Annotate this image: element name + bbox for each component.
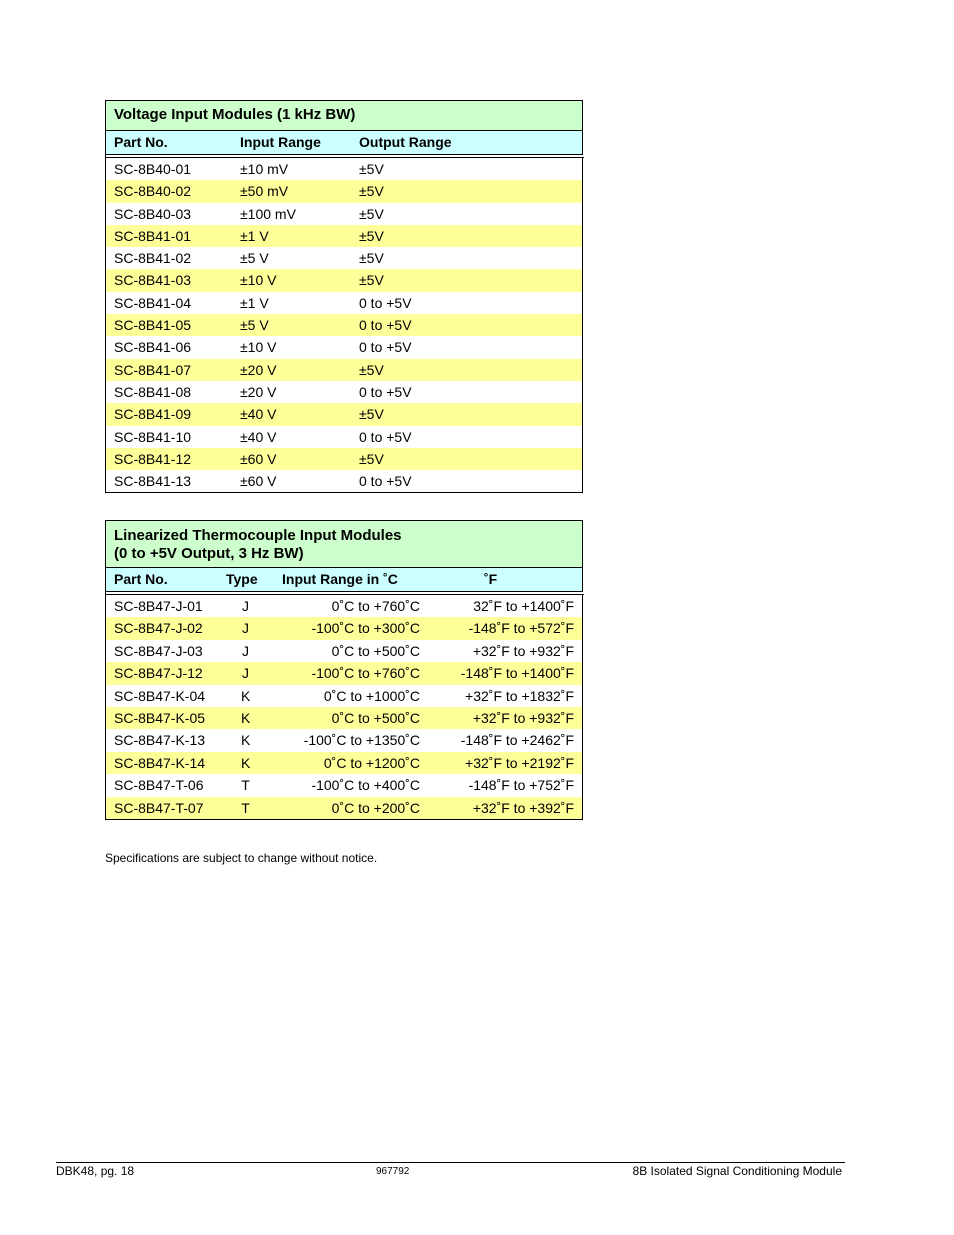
- table-cell: -100˚C to +400˚C: [311, 777, 420, 794]
- voltage-table-title: [106, 101, 582, 131]
- table-row: [106, 247, 582, 269]
- thermo-table-body: [106, 595, 582, 819]
- table-cell: ±20 V: [240, 383, 277, 400]
- table-cell: SC-8B41-07: [114, 361, 192, 378]
- table-row: [106, 314, 582, 336]
- table-cell: 0˚C to +500˚C: [331, 709, 420, 726]
- voltage-table-title-text: Voltage Input Modules (1 kHz BW): [114, 106, 356, 123]
- table-cell: +32˚F to +2192˚F: [465, 754, 574, 771]
- table-row: [106, 752, 582, 774]
- table-cell: ±5V: [359, 272, 384, 289]
- table-cell: K: [241, 754, 251, 771]
- table-cell: 0 to +5V: [359, 428, 412, 445]
- table-cell: ±50 mV: [240, 183, 289, 200]
- voltage-input-table: [105, 100, 583, 493]
- table-cell: ±40 V: [240, 406, 277, 423]
- table-cell: J: [242, 598, 249, 614]
- table-row: [106, 774, 582, 796]
- table-row: [106, 448, 582, 470]
- table-cell: SC-8B41-03: [114, 272, 192, 289]
- table-cell: +32˚F to +932˚F: [472, 642, 574, 659]
- table-cell: J: [242, 642, 249, 659]
- table-row: [106, 640, 582, 662]
- table-cell: K: [241, 687, 251, 704]
- table-cell: -148˚F to +752˚F: [468, 777, 574, 794]
- table-cell: SC-8B41-13: [114, 473, 192, 490]
- table-row: [106, 203, 582, 225]
- table-row: [106, 662, 582, 684]
- table-row: [106, 729, 582, 751]
- table-row: [106, 403, 582, 425]
- table-row: [106, 336, 582, 358]
- footer-doc-number: 967792: [376, 1166, 410, 1177]
- table-cell: SC-8B40-01: [114, 161, 192, 177]
- thermo-table-title-line2: (0 to +5V Output, 3 Hz BW): [114, 545, 304, 562]
- table-cell: +32˚F to +932˚F: [472, 709, 574, 726]
- table-cell: J: [242, 665, 249, 682]
- footer-doc-title: 8B Isolated Signal Conditioning Module: [632, 1164, 842, 1178]
- thermo-table-header: [106, 568, 582, 592]
- table-row: [106, 158, 582, 180]
- table-row: [106, 381, 582, 403]
- table-cell: ±60 V: [240, 473, 277, 490]
- table-cell: ±1 V: [240, 227, 269, 244]
- header-part-no: Part No.: [114, 571, 168, 587]
- table-row: [106, 269, 582, 291]
- table-cell: ±60 V: [240, 450, 277, 467]
- thermo-table-title-line1: Linearized Thermocouple Input Modules: [114, 527, 402, 544]
- table-cell: K: [241, 709, 251, 726]
- voltage-table-body: [106, 158, 582, 492]
- table-cell: SC-8B47-K-04: [114, 687, 206, 704]
- table-cell: ±10 V: [240, 272, 277, 289]
- table-cell: ±5V: [359, 227, 384, 244]
- table-row: [106, 685, 582, 707]
- table-row: [106, 426, 582, 448]
- table-cell: SC-8B41-09: [114, 406, 192, 423]
- table-row: [106, 707, 582, 729]
- table-cell: 0˚C to +760˚C: [331, 598, 420, 614]
- table-cell: SC-8B47-J-12: [114, 665, 203, 682]
- table-cell: ±5V: [359, 183, 384, 200]
- header-input-range-c: Input Range in ˚C: [282, 571, 398, 587]
- table-cell: 0˚C to +500˚C: [331, 642, 420, 659]
- table-cell: ±40 V: [240, 428, 277, 445]
- table-cell: 0 to +5V: [359, 294, 412, 311]
- table-cell: 0 to +5V: [359, 339, 412, 356]
- table-cell: ±20 V: [240, 361, 277, 378]
- header-input-range: Input Range: [240, 134, 321, 150]
- table-cell: SC-8B41-10: [114, 428, 192, 445]
- table-cell: 0 to +5V: [359, 317, 412, 334]
- table-cell: 0˚C to +1000˚C: [323, 687, 420, 704]
- table-cell: SC-8B40-02: [114, 183, 192, 200]
- table-cell: SC-8B41-08: [114, 383, 192, 400]
- table-cell: ±5V: [359, 450, 384, 467]
- table-cell: SC-8B47-J-02: [114, 620, 203, 637]
- table-cell: SC-8B41-05: [114, 317, 192, 334]
- table-cell: T: [241, 777, 250, 794]
- table-cell: ±5 V: [240, 317, 269, 334]
- header-output-range: Output Range: [359, 134, 452, 150]
- table-row: [106, 292, 582, 314]
- table-cell: SC-8B47-J-01: [114, 598, 203, 614]
- table-cell: SC-8B47-K-05: [114, 709, 206, 726]
- table-cell: SC-8B47-K-14: [114, 754, 206, 771]
- table-cell: 0 to +5V: [359, 473, 412, 490]
- thermo-table-title: [106, 521, 582, 568]
- table-cell: +32˚F to +392˚F: [472, 799, 574, 816]
- table-row: [106, 617, 582, 639]
- table-cell: SC-8B41-01: [114, 227, 192, 244]
- header-part-no: Part No.: [114, 134, 168, 150]
- voltage-table-header: [106, 131, 582, 155]
- table-row: [106, 225, 582, 247]
- table-cell: 32˚F to +1400˚F: [473, 598, 574, 614]
- table-cell: -100˚C to +300˚C: [311, 620, 420, 637]
- table-cell: +32˚F to +1832˚F: [465, 687, 574, 704]
- table-cell: -100˚C to +760˚C: [311, 665, 420, 682]
- table-cell: SC-8B40-03: [114, 205, 192, 222]
- table-cell: ±5V: [359, 205, 384, 222]
- table-cell: ±5V: [359, 161, 384, 177]
- table-cell: 0 to +5V: [359, 383, 412, 400]
- table-cell: SC-8B41-06: [114, 339, 192, 356]
- table-row: [106, 180, 582, 202]
- table-cell: -148˚F to +1400˚F: [460, 665, 574, 682]
- table-cell: ±5V: [359, 361, 384, 378]
- table-cell: ±1 V: [240, 294, 269, 311]
- table-cell: -148˚F to +2462˚F: [460, 732, 574, 749]
- table-cell: 0˚C to +200˚C: [331, 799, 420, 816]
- table-cell: -100˚C to +1350˚C: [303, 732, 420, 749]
- table-cell: -148˚F to +572˚F: [468, 620, 574, 637]
- footer-rule: [56, 1162, 845, 1163]
- table-cell: SC-8B41-04: [114, 294, 192, 311]
- table-row: [106, 797, 582, 819]
- table-cell: K: [241, 732, 251, 749]
- table-cell: SC-8B47-K-13: [114, 732, 206, 749]
- table-cell: ±10 mV: [240, 161, 289, 177]
- table-cell: ±5V: [359, 250, 384, 267]
- table-cell: SC-8B47-T-07: [114, 799, 204, 816]
- table-cell: ±5V: [359, 406, 384, 423]
- thermocouple-input-table: [105, 520, 583, 820]
- table-cell: T: [241, 799, 250, 816]
- table-row: [106, 595, 582, 617]
- header-type: Type: [226, 571, 258, 587]
- table-cell: J: [242, 620, 249, 637]
- table-cell: ±100 mV: [240, 205, 296, 222]
- table-cell: SC-8B47-T-06: [114, 777, 204, 794]
- table-cell: SC-8B47-J-03: [114, 642, 203, 659]
- table-row: [106, 359, 582, 381]
- table-cell: SC-8B41-12: [114, 450, 192, 467]
- table-cell: SC-8B41-02: [114, 250, 192, 267]
- header-f: ˚F: [484, 571, 498, 587]
- footer-page-ref: DBK48, pg. 18: [56, 1164, 135, 1178]
- table-cell: ±10 V: [240, 339, 277, 356]
- table-cell: ±5 V: [240, 250, 269, 267]
- disclaimer-note: Specifications are subject to change without notice.: [105, 851, 378, 865]
- table-row: [106, 470, 582, 492]
- table-cell: 0˚C to +1200˚C: [323, 754, 420, 771]
